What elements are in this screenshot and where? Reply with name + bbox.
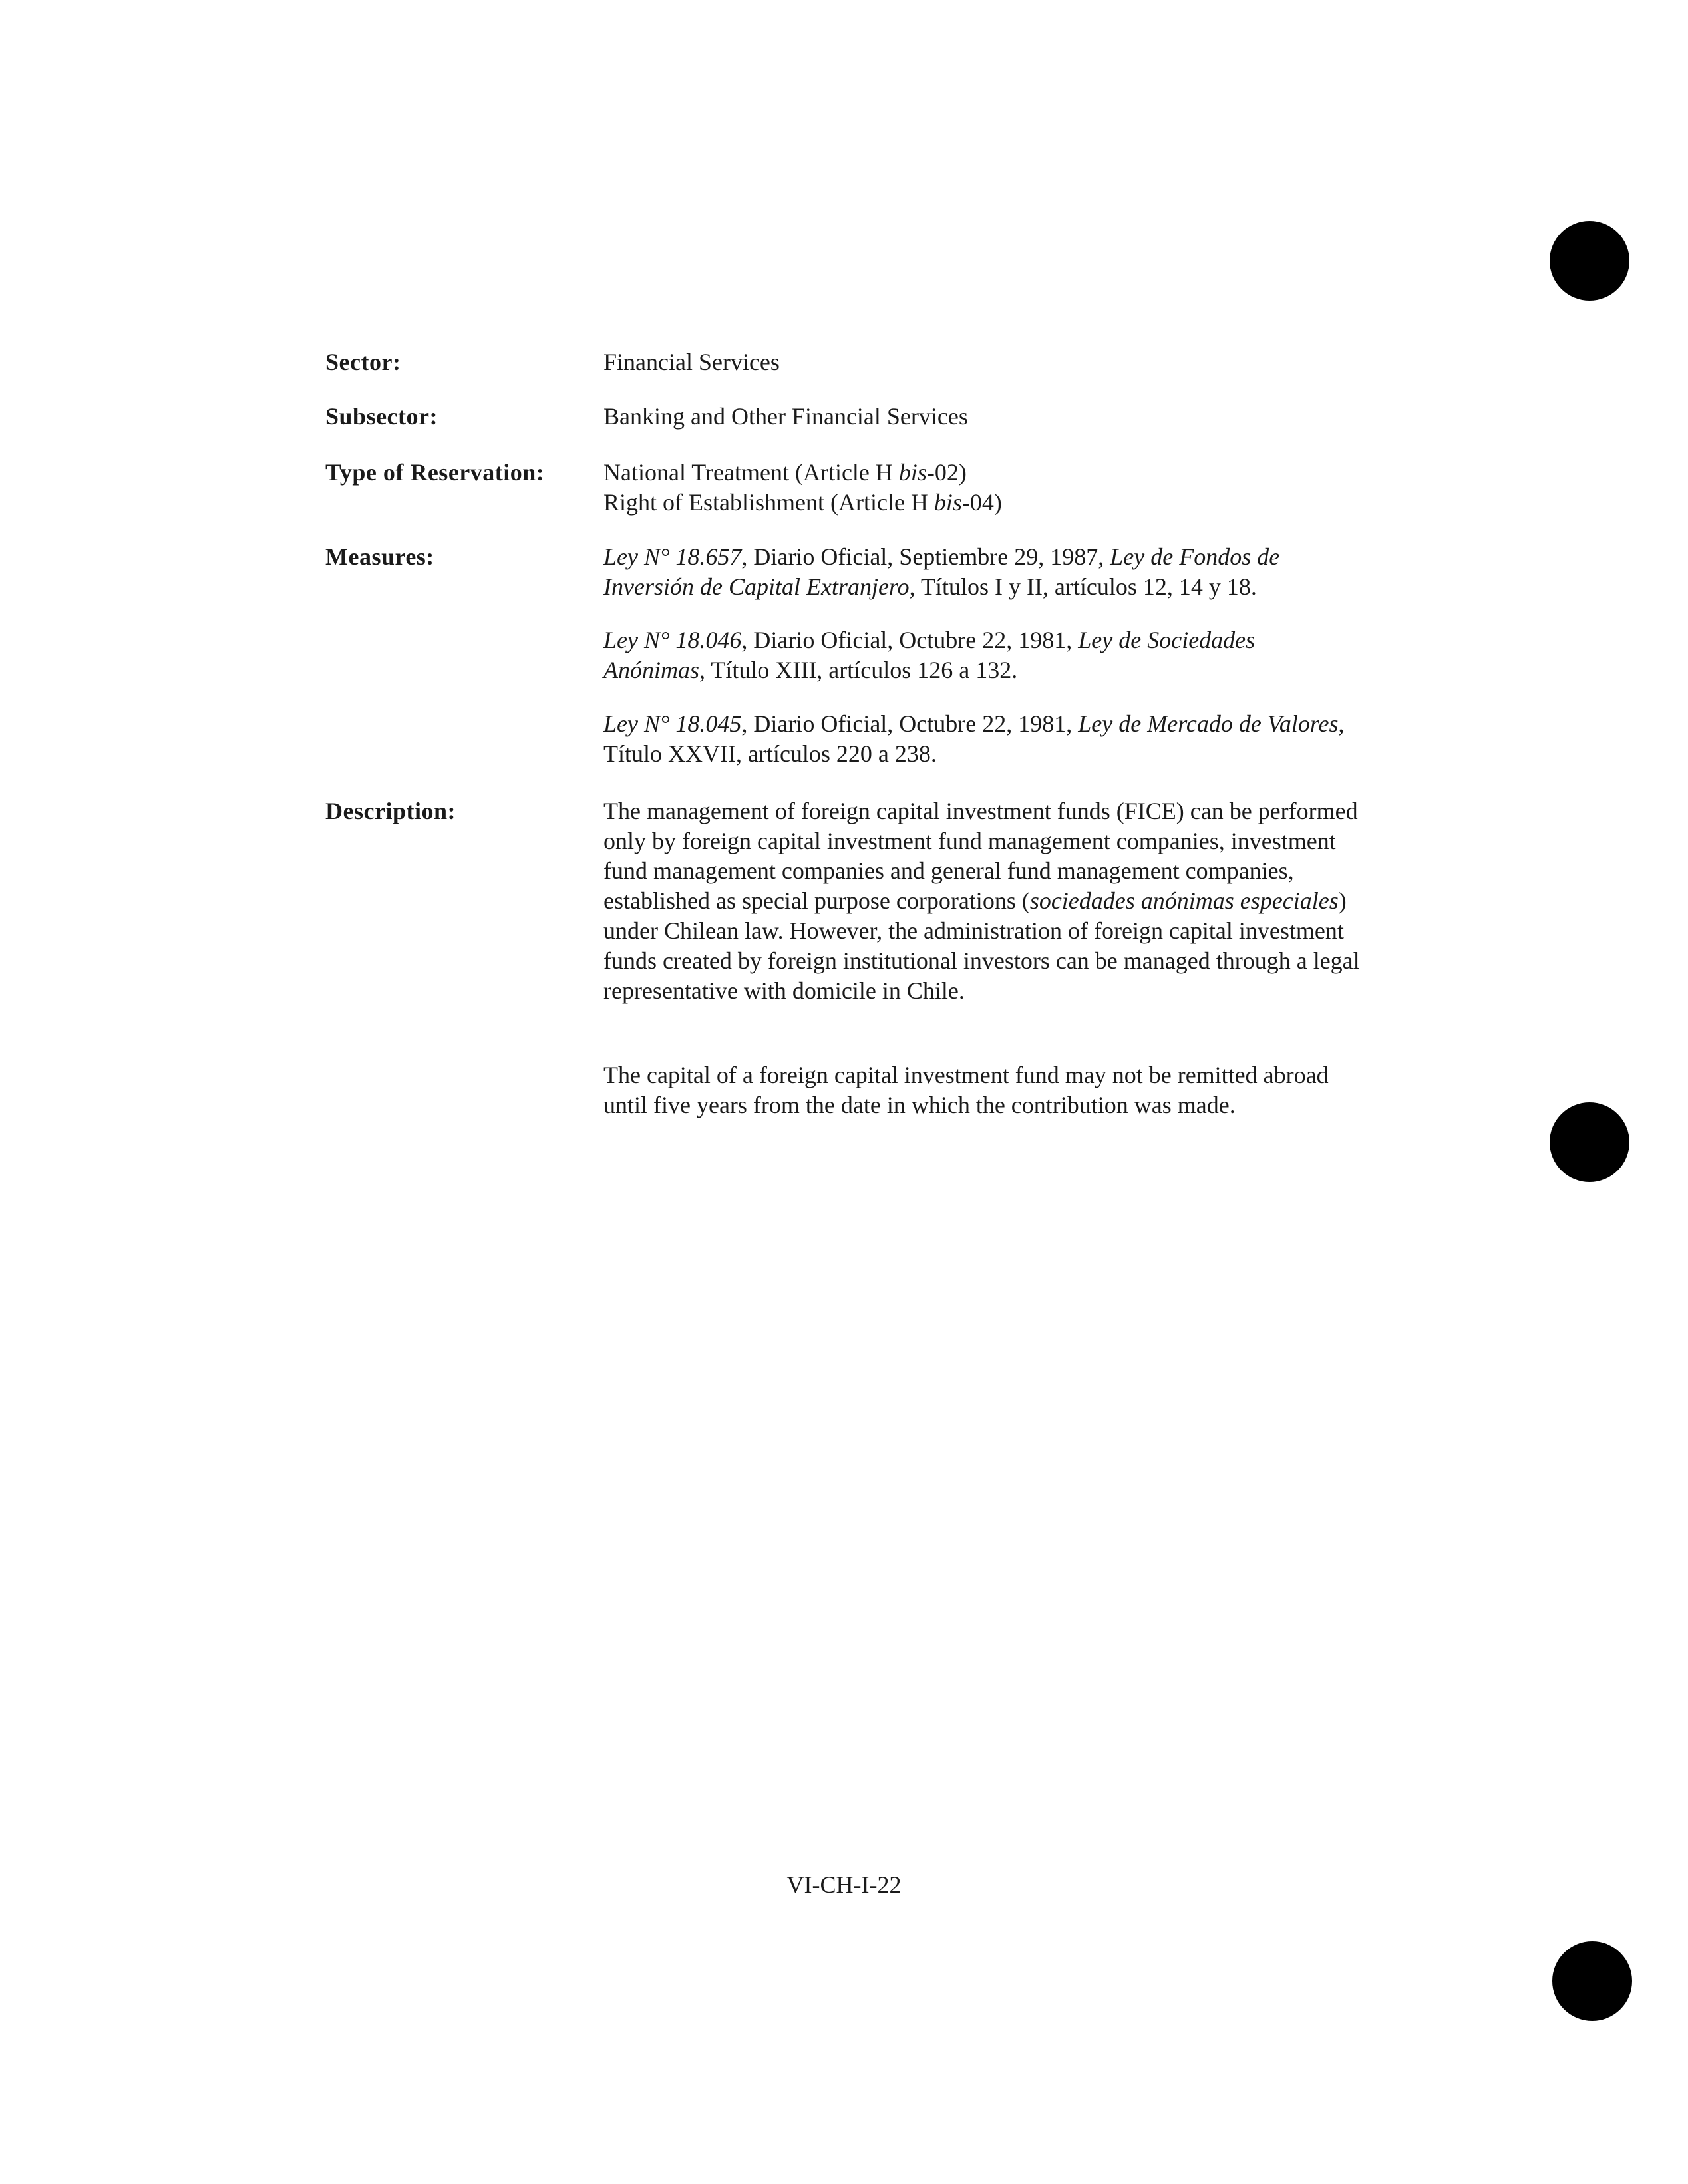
- punch-hole-top: [1550, 221, 1629, 301]
- punch-hole-bottom: [1552, 1941, 1632, 2021]
- type-of-reservation-label: Type of Reservation:: [325, 459, 545, 486]
- page-number: VI-CH-I-22: [786, 1871, 902, 1898]
- measures-label: Measures:: [325, 544, 434, 570]
- sector-label: Sector:: [325, 349, 401, 375]
- reservation-line-national-treatment: National Treatment (Article H bis-02): [603, 459, 967, 486]
- punch-hole-middle: [1550, 1102, 1629, 1182]
- measure-item: Ley N° 18.657, Diario Oficial, Septiembre 29, 1987, Ley de Fondos de Inversión de Capital Extranjero, Títulos I y II, artículos 12, 14 y 18.: [603, 544, 1280, 600]
- reservation-line-right-of-establishment: Right of Establishment (Article H bis-04): [603, 489, 1002, 516]
- description-paragraph-1: The management of foreign capital investment funds (FICE) can be performed only by foreign capital investment fund management companies, investment fund management companies and general fund management companies, established as special purpose corporations (sociedades anónimas especiales) under Chilean law. However, the administration of foreign capital investment funds created by foreign institutional investors can be managed through a legal representative with domicile in Chile.: [603, 798, 1360, 1004]
- description-label: Description:: [325, 798, 456, 824]
- description-paragraph-2: The capital of a foreign capital investment fund may not be remitted abroad until five years from the date in which the contribution was made.: [603, 1062, 1329, 1118]
- subsector-label: Subsector:: [325, 403, 438, 430]
- measure-item: Ley N° 18.046, Diario Oficial, Octubre 22, 1981, Ley de Sociedades Anónimas, Título XIII, artículos 126 a 132.: [603, 627, 1256, 683]
- type-of-reservation-value: [603, 458, 1362, 518]
- subsector-value: Banking and Other Financial Services: [603, 403, 968, 430]
- sector-value: Financial Services: [603, 349, 780, 375]
- measure-item: Ley N° 18.045, Diario Oficial, Octubre 22, 1981, Ley de Mercado de Valores, Título XXVII, artículos 220 a 238.: [603, 710, 1345, 767]
